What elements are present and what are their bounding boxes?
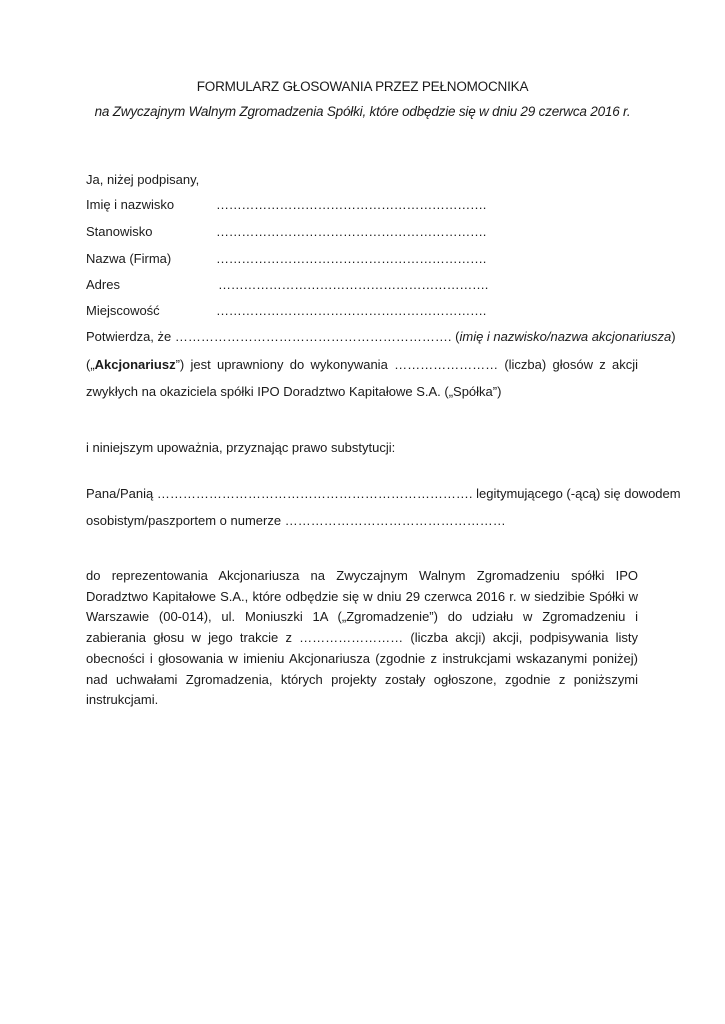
confirm-paren-close: ) — [671, 329, 676, 344]
proxy-text: legitymującego (-ącą) się dowodem — [476, 486, 681, 501]
confirm-italic: imię i nazwisko/nazwa akcjonariusza — [459, 329, 672, 344]
field-label-company: Nazwa (Firma) — [86, 251, 172, 266]
confirm-quote-open: („ — [86, 357, 95, 372]
field-dots-city: ………………………………………………………. — [216, 303, 487, 318]
proxy-dots: ………………………………………………………………. — [156, 486, 473, 501]
proxy-line-2: osobistym/paszportem o numerze …………………………………………… — [86, 513, 506, 528]
confirm-dots: ………………………………………………………. — [174, 329, 452, 344]
field-dots-position: ………………………………………………………. — [216, 224, 487, 239]
confirm-line-3: zwykłych na okaziciela spółki IPO Doradztwo Kapitałowe S.A. („Spółka”) — [86, 384, 502, 399]
shareholder-term: Akcjonariusz — [94, 357, 176, 372]
confirm-line-2 — [86, 357, 638, 372]
confirm-text-a: Potwierdza, że — [86, 329, 172, 344]
form-subtitle: na Zwyczajnym Walnym Zgromadzenia Spółki, które odbędzie się w dniu 29 czerwca 2016 r. — [94, 104, 631, 119]
field-dots-name: ………………………………………………………. — [216, 197, 487, 212]
field-label-city: Miejscowość — [86, 303, 160, 318]
field-label-name: Imię i nazwisko — [86, 197, 175, 212]
form-title: FORMULARZ GŁOSOWANIA PRZEZ PEŁNOMOCNIKA — [196, 79, 529, 94]
intro-text: Ja, niżej podpisany, — [86, 172, 200, 187]
proxy-salutation: Pana/Panią — [86, 486, 154, 501]
confirm-text-b: ”) jest uprawniony do wykonywania …………………… (liczba) głosów z akcji — [175, 357, 638, 372]
body-paragraph: do reprezentowania Akcjonariusza na Zwyczajnym Walnym Zgromadzeniu spółki IPO Doradztwo Kapitałowe S.A., które odbędzie się w dniu 29 czerwca 2016 r. w siedzibie Spółki w Warszawie (00-014), ul. Moniuszki 1A („Zgromadzenie”) do udziału w Zgromadzeniu i zabierania głosu w jego trakcie z …………………… (liczba akcji) akcji, podpisywania listy obecności i głosowania w imieniu Akcjonariusza (zgodnie z instrukcjami wskazanymi poniżej) nad uchwałami Zgromadzenia, których projekty zostały ogłoszone, zgodnie z poniższymi instrukcjami. — [86, 568, 638, 708]
authorize-text: i niniejszym upoważnia, przyznając prawo substytucji: — [86, 440, 396, 455]
confirm-line-1 — [86, 329, 676, 344]
field-label-address: Adres — [86, 277, 120, 292]
field-dots-company: ………………………………………………………. — [216, 251, 487, 266]
field-dots-address: ………………………………………………………. — [218, 277, 489, 292]
confirm-paren-open: ( — [455, 329, 460, 344]
field-label-position: Stanowisko — [86, 224, 153, 239]
proxy-line-1 — [86, 486, 681, 501]
